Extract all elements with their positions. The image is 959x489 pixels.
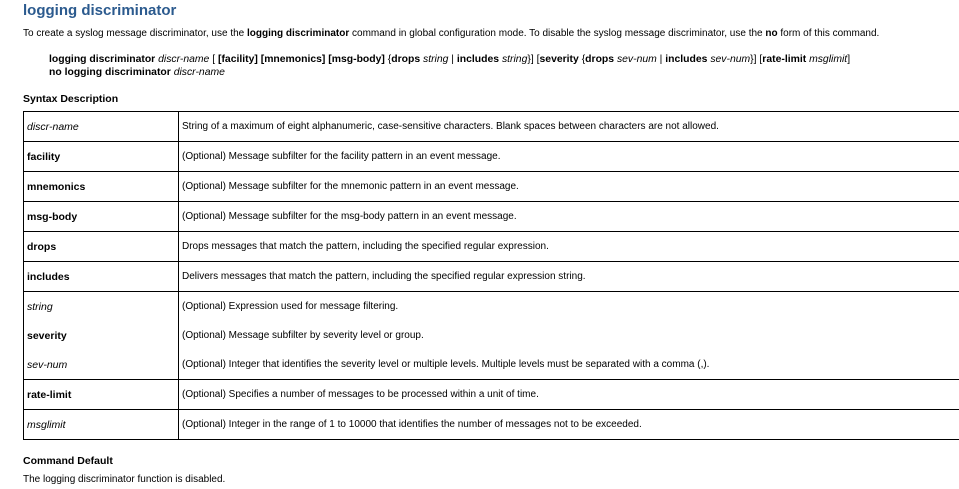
table-row <box>24 262 959 292</box>
command-default-heading: Command Default <box>23 455 113 467</box>
table-row <box>24 321 959 350</box>
syntax-token: { <box>578 54 586 65</box>
syntax-token: severity <box>539 54 579 65</box>
table-row <box>24 142 959 172</box>
syntax-token: [ <box>209 54 218 65</box>
parameter-description: String of a maximum of eight alphanumeric, case-sensitive characters. Blank spaces between characters are not allowed. <box>179 112 959 142</box>
parameter-description: (Optional) Message subfilter for the msg-body pattern in an event message. <box>179 202 959 232</box>
parameter-name: discr-name <box>24 112 179 142</box>
syntax-token: logging discriminator <box>49 54 156 65</box>
syntax-token: includes <box>456 54 500 65</box>
intro-text-1: To create a syslog message discriminator, use the <box>23 28 247 39</box>
syntax-token: drops <box>585 54 615 65</box>
command-default-text: The logging discriminator function is disabled. <box>23 474 226 485</box>
table-row <box>24 292 959 322</box>
table-row <box>24 380 959 410</box>
syntax-token: | <box>448 54 457 65</box>
parameter-description: Delivers messages that match the pattern, including the specified regular expression string. <box>179 262 959 292</box>
parameter-description: (Optional) Specifies a number of messages to be processed within a unit of time. <box>179 380 959 410</box>
intro-command: logging discriminator <box>247 28 350 39</box>
syntax-token: sev-num <box>710 54 751 65</box>
syntax-token: discr-name <box>158 54 210 65</box>
intro-no-keyword: no <box>765 28 778 39</box>
syntax-token: [msg-body] <box>328 54 385 65</box>
syntax-token: string <box>501 54 528 65</box>
parameter-description: (Optional) Message subfilter for the mnemonic pattern in an event message. <box>179 172 959 202</box>
parameter-name: rate-limit <box>24 380 179 410</box>
syntax-token: [mnemonics] <box>260 54 326 65</box>
parameter-description: Drops messages that match the pattern, including the specified regular expression. <box>179 232 959 262</box>
parameter-name: msglimit <box>24 410 179 440</box>
syntax-token: no logging discriminator <box>49 67 171 78</box>
parameter-description: (Optional) Message subfilter by severity level or group. <box>179 321 959 350</box>
parameter-description: (Optional) Expression used for message filtering. <box>179 292 959 322</box>
syntax-token: includes <box>665 54 708 65</box>
command-syntax-line <box>49 54 850 65</box>
table-row <box>24 410 959 440</box>
syntax-token: discr-name <box>173 67 225 78</box>
syntax-token: [facility] <box>218 54 258 65</box>
no-command-syntax-line <box>49 67 225 78</box>
syntax-token: ] <box>847 54 851 65</box>
page-title: logging discriminator <box>23 2 177 19</box>
parameter-description: (Optional) Integer that identifies the severity level or multiple levels. Multiple levels must be separated with a comma (,). <box>179 350 959 380</box>
parameter-name: mnemonics <box>24 172 179 202</box>
syntax-description-table <box>23 111 959 440</box>
syntax-token: string <box>423 54 449 65</box>
syntax-token: | <box>656 54 666 65</box>
intro-paragraph <box>23 28 879 39</box>
syntax-token: }] [ <box>750 54 763 65</box>
parameter-description: (Optional) Message subfilter for the facility pattern in an event message. <box>179 142 959 172</box>
table-row <box>24 202 959 232</box>
syntax-token: sev-num <box>616 54 657 65</box>
table-row <box>24 112 959 142</box>
syntax-token: rate-limit <box>762 54 807 65</box>
intro-text-2: command in global configuration mode. To disable the syslog message discriminator, use the <box>349 28 766 39</box>
syntax-token: }] [ <box>527 54 540 65</box>
table-row <box>24 350 959 380</box>
parameter-name: facility <box>24 142 179 172</box>
syntax-token: msglimit <box>809 54 848 65</box>
syntax-token: drops <box>391 54 421 65</box>
table-row <box>24 232 959 262</box>
syntax-description-heading: Syntax Description <box>23 93 119 105</box>
parameter-name: severity <box>24 321 179 350</box>
parameter-name: drops <box>24 232 179 262</box>
table-row <box>24 172 959 202</box>
parameter-name: msg-body <box>24 202 179 232</box>
parameter-name: includes <box>24 262 179 292</box>
intro-text-3: form of this command. <box>777 28 880 39</box>
parameter-description: (Optional) Integer in the range of 1 to 10000 that identifies the number of messages not to be exceeded. <box>179 410 959 440</box>
parameter-name: sev-num <box>24 350 179 380</box>
syntax-token: { <box>384 54 392 65</box>
parameter-name: string <box>24 292 179 322</box>
